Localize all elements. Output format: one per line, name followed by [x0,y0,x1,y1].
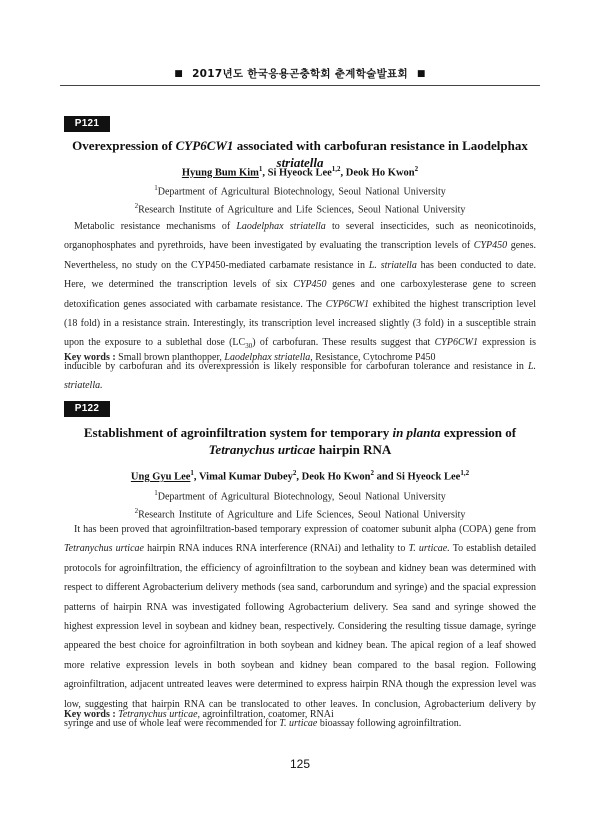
abstract-title: Overexpression of CYP6CW1 associated with carbofuran resistance in Laodelphax striatella [72,138,528,170]
keywords: Key words : Small brown planthopper, Laodelphax striatella, Resistance, Cytochrome P450 [64,352,436,363]
affiliations [64,486,536,523]
author-name: Vimal Kumar Dubey [198,471,293,483]
keywords-label: Key words : [64,709,119,720]
page-number: 125 [289,757,311,771]
author-name: Si Hyeock Lee [267,167,332,179]
author-name: Hyung Bum Kim [181,167,259,179]
running-header [0,66,600,81]
abstract-body: Metabolic resistance mechanisms of Laodelphax striatella to several insecticides, such as neonicotinoids, organophosphates and pyrethroids, have been investigated by evaluating the transcription levels of CYP450 genes. Nevertheless, no study on the CYP450-mediated carbamate resistance in L. striatella has been conducted to date. Here, we determined the transcription levels of six CYP450 genes and one carboxylesterase gene to screen detoxification genes associated with carbamate resistance. The CYP6CW1 exhibited the highest transcription level (18 fold) in a resistance strain. Interestingly, its transcription level increased slightly (3 fold) in a susceptible strain upon the exposure to a sublethal dose $(LC_{30})$ of carbofuran. These results suggest that CYP6CW1 expression is inducible by carbofuran and its overexpression is likely responsible for carbofuran tolerance and resistance in L. striatella. [64,221,537,392]
affiliation-line: $^1$Department of Agricultural Biotechnology, Seoul National University [154,184,446,198]
author-name: Deok Ho Kwon [345,167,415,179]
affiliations [64,181,536,218]
keywords: Key words : Tetranychus urticae, agroinfiltration, coatomer, RNAi [64,709,334,720]
square-bullet-icon: ■ [174,69,184,79]
abstract-id-badge: P122 [64,401,110,417]
abstract-id-badge: P121 [64,116,110,132]
conference-title: 2017년도 한국응용곤충학회 춘계학술발표회 [192,68,408,80]
affiliation-line: $^1$Department of Agricultural Biotechnology, Seoul National University [154,489,446,503]
keywords-label: Key words : [64,352,119,363]
square-bullet-icon: ■ [416,69,426,79]
abstract-title: Establishment of agroinfiltration system for temporary in planta expression of Tetranychus urticae hairpin RNA [83,425,517,457]
author-list: Hyung Bum Kim$^1$, Si Hyeock Lee$^{1,2}$, Deok Ho Kwon$^2$ [181,165,419,179]
author-name: Si Hyeock Lee [396,471,461,483]
author-name: Ung Gyu Lee [130,471,191,483]
author-name: Deok Ho Kwon [301,471,371,483]
header-divider [60,85,540,86]
abstract-body: It has been proved that agroinfiltration-based temporary expression of coatomer subunit alpha (COPA) gene from Tetranychus urticae hairpin RNA induces RNA interference (RNAi) and lethality to T. urticae. To establish detailed protocols for agroinfiltration, the efficiency of agroinfiltration to the soybean and kidney bean was determined with respect to different Agrobacterium delivery methods (sea sand, carborundum and syringe) and the spacial expression patterns of hairpin RNA was investigated following Agrobacterium delivery. Sea sand and syringe showed the highest expression level in soybean and kidney bean, respectively. Considering the resulting tissue damage, syringe appeared the best choice for agroinfiltration in both soybean and kidney bean. The apical region of a leaf showed more relative expression levels in both soybean and kidney bean compared to the basal region. Following agroinfiltration, adjacent untreated leaves were determined to express hairpin RNA though the expression level was low, suggesting that hairpin RNA can be translocated to other leaves. In conclusion, Agrobacterium delivery by syringe and use of whole leaf were recommended for T. urticae bioassay following agroinfiltration. [64,524,536,730]
author-list: Ung Gyu Lee$^1$, Vimal Kumar Dubey$^2$, Deok Ho Kwon$^2$ and Si Hyeock Lee$^{1,2}$ [130,469,470,483]
affiliation-line: $^2$Research Institute of Agriculture and Life Sciences, Seoul National University [134,507,466,521]
affiliation-line: $^2$Research Institute of Agriculture and Life Sciences, Seoul National University [134,202,466,216]
